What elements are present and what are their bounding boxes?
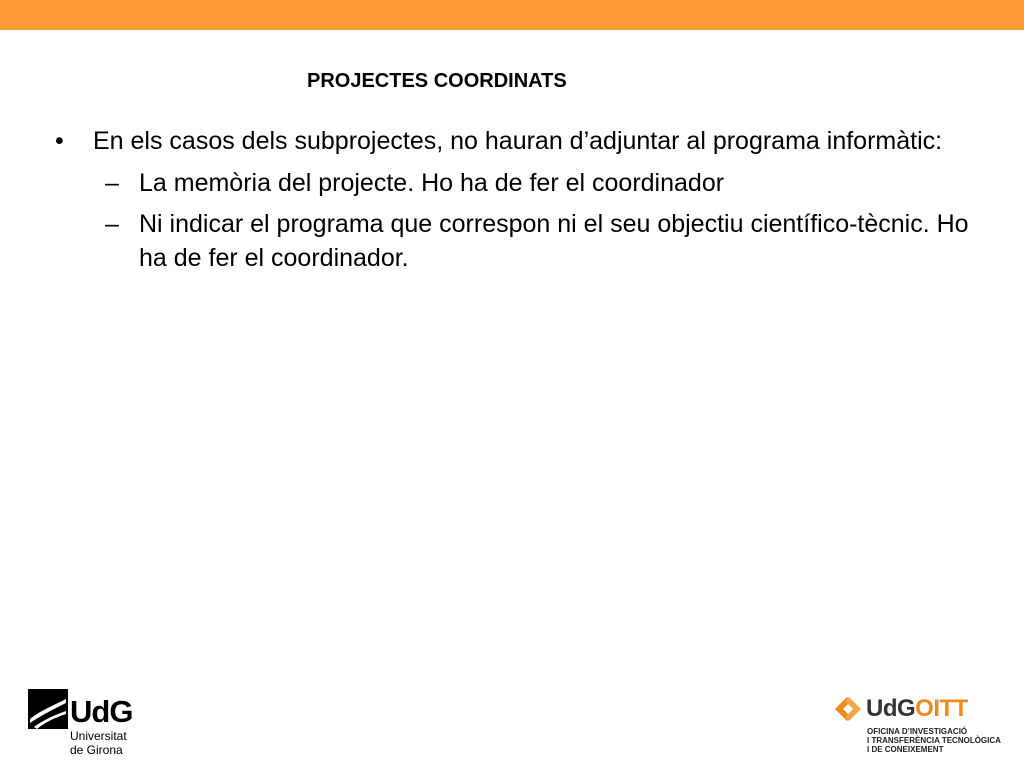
udg-logo	[28, 689, 138, 759]
oitt-subtitle-line1: OFICINA D’INVESTIGACIÓ	[867, 727, 968, 736]
oitt-subtitle-line3: I DE CONEIXEMENT	[867, 745, 944, 754]
udg-wordmark: UdG	[70, 694, 133, 729]
slide-title: PROJECTES COORDINATS	[307, 70, 567, 92]
sub-item-marker: –	[105, 210, 119, 238]
oitt-wordmark	[866, 695, 968, 723]
oitt-subtitle	[867, 727, 1001, 754]
udg-subtitle	[70, 729, 127, 757]
oitt-wordmark-oitt: OITT	[915, 695, 968, 722]
sub-item-marker: –	[105, 169, 119, 197]
top-accent-bar	[0, 0, 1024, 30]
udgoitt-logo	[833, 693, 1003, 753]
bullet-item	[0, 124, 963, 158]
bullet-marker: •	[55, 127, 64, 155]
sub-item-text: Ni indicar el programa que correspon ni el seu objectiu científico-tècnic. Ho ha de fer el coordinador.	[139, 210, 969, 272]
udg-subtitle-line2: de Girona	[70, 743, 123, 757]
bullet-text: En els casos dels subprojectes, no hauran d’adjuntar al programa informàtic:	[93, 127, 943, 155]
slide-content	[0, 124, 1024, 275]
sub-item	[0, 207, 969, 275]
oitt-wordmark-udg: UdG	[866, 695, 916, 722]
udg-subtitle-line1: Universitat	[70, 729, 127, 743]
sub-item-text: La memòria del projecte. Ho ha de fer el coordinador	[139, 169, 725, 197]
oitt-chevron-icon	[833, 695, 863, 723]
oitt-subtitle-line2: I TRANSFERÈNCIA TECNOLÒGICA	[867, 736, 1001, 745]
sub-item	[0, 166, 969, 200]
udg-emblem-icon	[28, 689, 68, 729]
